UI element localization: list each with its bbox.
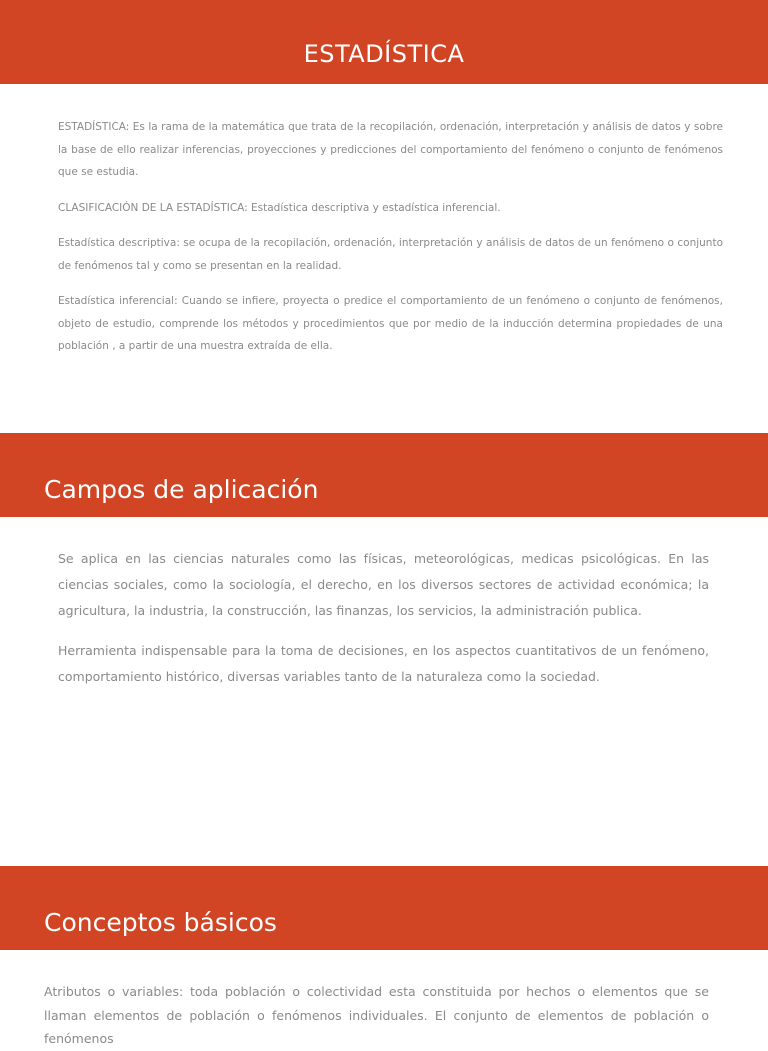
conceptos-title: Conceptos básicos: [44, 908, 277, 937]
campos-ciencias-paragraph: Se aplica en las ciencias naturales como las físicas, meteorológicas, medicas psicológicas. En las ciencias sociales, como la sociología, el derecho, en los diversos sectores de actividad económica; la agricultura, la industria, la construcción, las finanzas, los servicios, la administración publica.: [58, 551, 709, 618]
atributos-variables-paragraph: Atributos o variables: toda población o colectividad esta constituida por hechos o elementos que se llaman elementos de población o fenómenos individuales. El conjunto de elementos de población o fenómenos: [44, 984, 709, 1046]
estadistica-descriptiva-paragraph: Estadística descriptiva: se ocupa de la recopilación, ordenación, interpretación y análisis de datos de un fenómeno o conjunto de fenómenos tal y como se presentan en la realidad.: [58, 237, 723, 272]
estadistica-banner: [0, 0, 768, 84]
campos-herramienta-paragraph: Herramienta indispensable para la toma de decisiones, en los aspectos cuantitativos de un fenómeno, comportamiento histórico, diversas variables tanto de la naturaleza como la sociedad.: [58, 643, 709, 684]
campos-content: [58, 546, 709, 704]
campos-title: Campos de aplicación: [44, 475, 319, 504]
campos-banner: [0, 433, 768, 517]
conceptos-content: [44, 980, 709, 1051]
estadistica-title: ESTADÍSTICA: [303, 40, 465, 68]
estadistica-definition-paragraph: ESTADÍSTICA: Es la rama de la matemática que trata de la recopilación, ordenación, interpretación y análisis de datos y sobre la base de ello realizar inferencias, proyecciones y predicciones del comportamiento del fenómeno o conjunto de fenómenos que se estudia.: [58, 121, 723, 178]
estadistica-inferencial-paragraph: Estadística inferencial: Cuando se infiere, proyecta o predice el comportamiento de un fenómeno o conjunto de fenómenos, objeto de estudio, comprende los métodos y procedimientos que por medio de la inducción determina propiedades de una población , a partir de una muestra extraída de ella.: [58, 295, 723, 352]
conceptos-banner: [0, 866, 768, 950]
estadistica-content: [58, 116, 723, 371]
clasificacion-paragraph: CLASIFICACIÓN DE LA ESTADÍSTICA: Estadística descriptiva y estadística inferencial.: [58, 201, 501, 214]
